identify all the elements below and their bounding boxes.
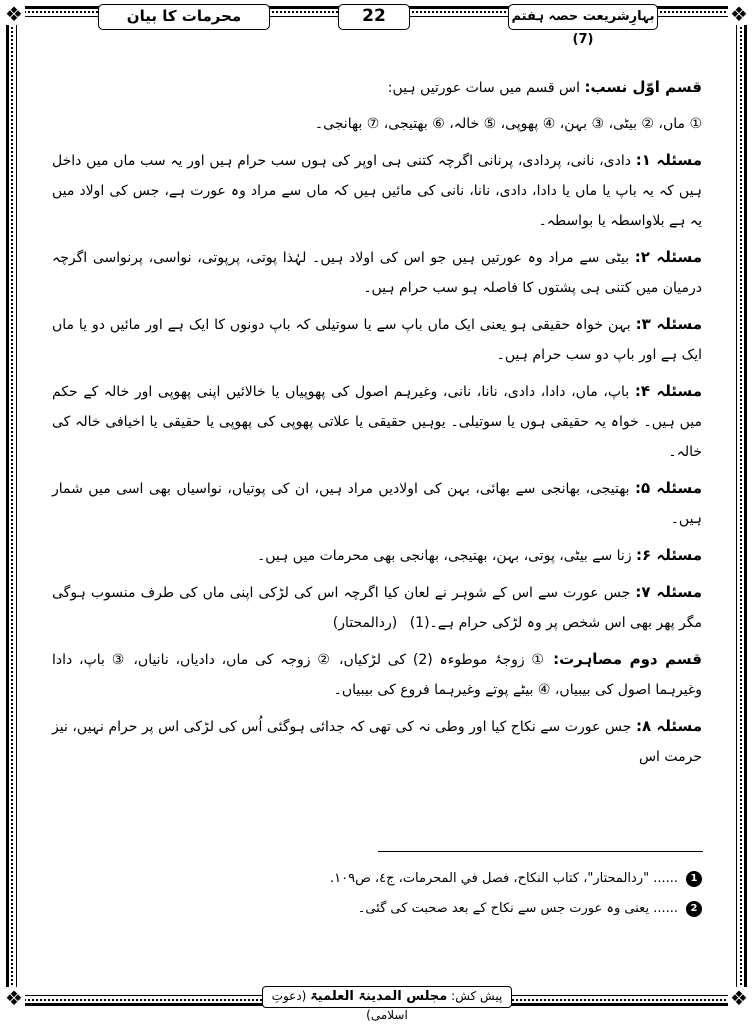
citation: (ردالمحتار) — [332, 615, 398, 631]
masala-6 — [52, 540, 702, 571]
masala-text: دادی، نانی، پردادی، پرنانی اگرچہ کتنی ہی اوپر کی ہوں سب حرام ہیں اور یہ سب ماں میں داخل ہیں کہ یہ باپ یا ماں یا دادا، دادی، نانا، نانی کی مائیں ہیں کہ ماں سے مراد وہ عورت ہے، جس کی اولاد میں یہ ہے بلاواسطہ یا بواسطہ۔ — [52, 153, 702, 229]
masala-2 — [52, 242, 702, 303]
footnote-text: ...... یعنی وہ عورت جس سے نکاح کے بعد صحبت کی گئی۔ — [357, 901, 678, 916]
publisher-prefix: پیش کش: — [451, 989, 503, 1003]
footnote-2 — [52, 894, 702, 924]
masala-label: مسئلہ ۱: — [635, 151, 702, 169]
masala-3 — [52, 309, 702, 370]
masala-label: مسئلہ ۳: — [635, 315, 702, 333]
footnote-number: 1 — [686, 871, 702, 887]
masala-text: جس عورت سے اس کے شوہر نے لعان کیا اگرچہ اس کی لڑکی اپنی ماں کی طرف منسوب ہوگی مگر پھر بھی اس شخص پر وہ لڑکی حرام ہے۔(1) — [52, 585, 702, 631]
chapter-title: محرمات کا بیان — [98, 4, 270, 30]
masala-text: بھتیجی، بھانجی سے بھائی، بہن کی اولادیں مراد ہیں، ان کی پوتیاں، نواسیاں بھی اسی میں شمار ہیں۔ — [52, 481, 702, 527]
masala-label: مسئلہ ۴: — [634, 382, 703, 400]
heading-text: اس قسم میں سات عورتیں ہیں: — [387, 80, 580, 96]
masala-text: بہن خواہ حقیقی ہو یعنی ایک ماں باپ سے یا سوتیلی کہ باپ دونوں کا ایک ہے اور مائیں دو یا ماں ایک ہے اور باپ دو سب حرام ہیں۔ — [52, 317, 702, 363]
masala-label: مسئلہ ۸: — [635, 717, 703, 735]
masala-text: باپ، ماں، دادا، دادی، نانا، نانی، وغیرہم اصول کی پھوپیاں یا خالائیں اپنی پھوپی اور خالہ کے حکم میں ہیں۔ خواہ یہ حقیقی ہوں یا سوتیلی۔ یوہیں حقیقی یا علاتی پھوپی کی پھوپی یا حقیقی یا اخیافی خالہ کی خالہ۔ — [52, 384, 702, 460]
masala-text: زنا سے بیٹی، پوتی، بہن، بھتیجی، بھانجی بھی محرمات میں ہیں۔ — [257, 548, 632, 564]
publisher-banner — [262, 986, 512, 1022]
masala-text: جس عورت سے نکاح کیا اور وطی نہ کی تھی کہ جدائی ہوگئی اُس کی لڑکی اس پر حرام نہیں، نیز حرمت اس — [52, 719, 702, 765]
publisher-name: مجلس المدینۃ العلمیۃ — [310, 989, 448, 1004]
section-heading-musaharat — [52, 644, 702, 705]
footnotes — [52, 864, 702, 924]
masala-5 — [52, 473, 702, 534]
masala-text: بیٹی سے مراد وہ عورتیں ہیں جو اس کی اولاد ہیں۔ لہٰذا پوتی، پرپوتی، نواسی، پرنواسی اگرچہ درمیان میں کتنی ہی پشتوں کا فاصلہ ہو سب حرام ہیں۔ — [52, 250, 702, 296]
masala-4 — [52, 376, 702, 467]
footnote-text: ...... "ردالمحتار"، كتاب النكاح، فصل في المحرمات، ج٤، ص١٠٩. — [329, 871, 678, 886]
section-heading-nasab — [52, 72, 702, 103]
nasab-list: ① ماں، ② بیٹی، ③ بہن، ④ پھوپی، ⑤ خالہ، ⑥ بھتیجی، ⑦ بھانجی۔ — [314, 116, 702, 132]
masala-7 — [52, 577, 702, 638]
footnote-number: 2 — [686, 901, 702, 917]
page-number: 22 — [338, 4, 410, 30]
footnote-1 — [52, 864, 702, 894]
masala-label: مسئلہ ۷: — [635, 583, 703, 601]
masala-1 — [52, 145, 702, 236]
corner-ornament-icon: ❖ — [728, 987, 750, 1009]
corner-ornament-icon: ❖ — [3, 3, 25, 25]
masala-label: مسئلہ ۲: — [634, 248, 703, 266]
publisher-suffix: (دعوتِ اسلامی) — [271, 989, 408, 1022]
masala-label: مسئلہ ۵: — [635, 479, 703, 497]
corner-ornament-icon: ❖ — [728, 3, 750, 25]
masala-8 — [52, 711, 702, 772]
heading-label: قسم اوّل نسب: — [584, 78, 702, 96]
page-body — [52, 72, 702, 778]
masala-label: مسئلہ ۶: — [636, 546, 702, 564]
corner-ornament-icon: ❖ — [3, 987, 25, 1009]
heading-label: قسم دوم مصاہرت: — [553, 650, 703, 668]
heading-text: ① زوجۂ موطوءہ (2) کی لڑکیاں، ② زوجہ کی ماں، دادیاں، نانیاں، ③ باپ، دادا وغیرہما اصول کی بیبیاں، ④ بیٹے پوتے وغیرہما فروع کی بیبیاں۔ — [52, 652, 702, 698]
book-title: بہارِشریعت حصہ ہفتم (7) — [508, 4, 658, 30]
footnote-divider — [378, 851, 703, 852]
